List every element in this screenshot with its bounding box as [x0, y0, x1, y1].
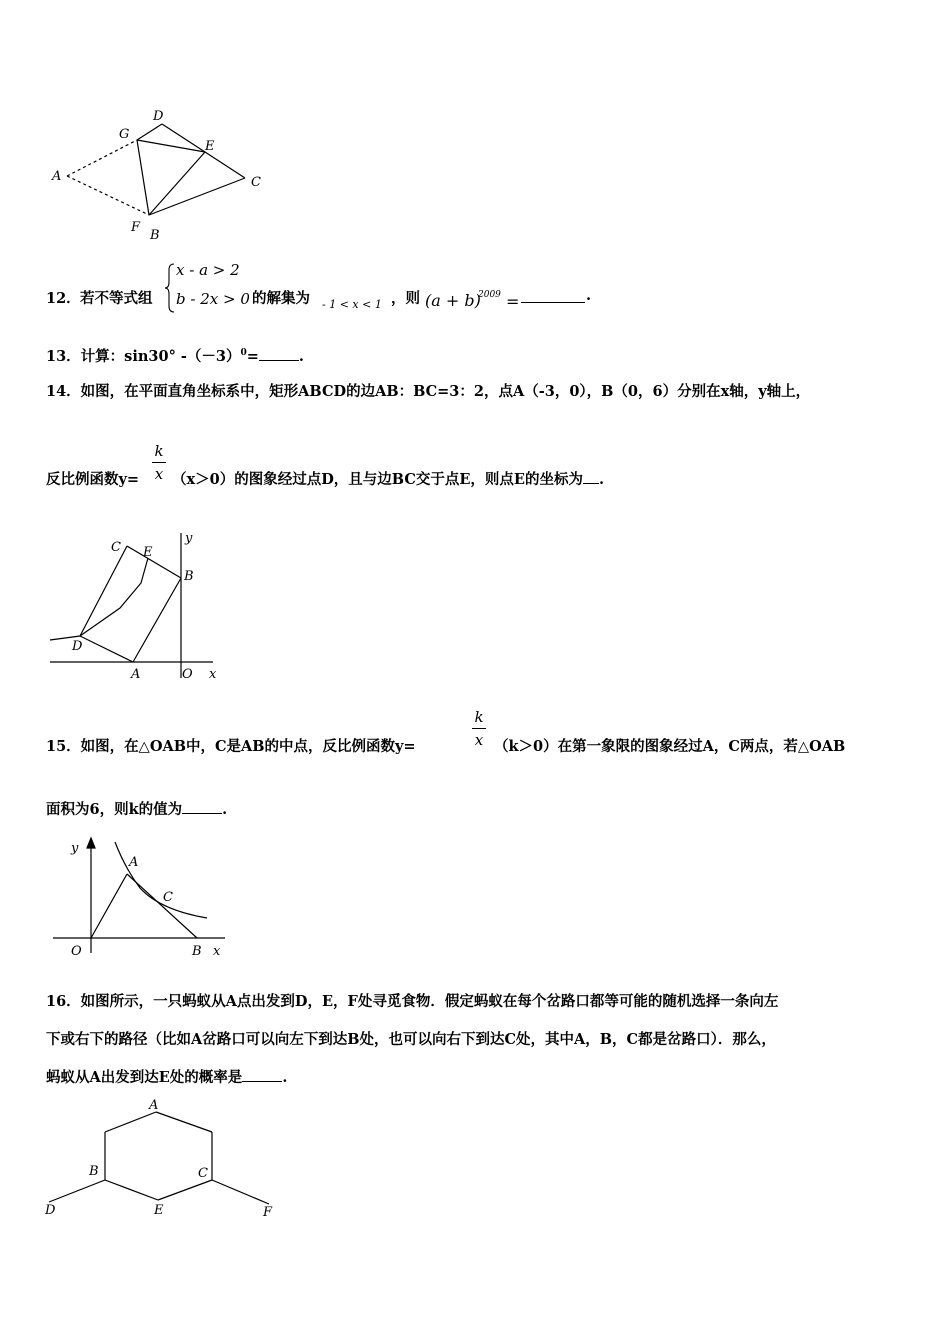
- q14-fraction: [152, 442, 166, 483]
- q12-range: - 1 < x < 1: [322, 298, 382, 311]
- q16-line1: 16．如图所示，一只蚂蚁从A点出发到D，E，F处寻觅食物．假定蚂蚁在每个岔路口都等可能的随机选择一条向左: [46, 993, 779, 1010]
- q13-stem: 13．计算：sin30° -（－3）: [46, 348, 241, 365]
- figure-q11: [45, 100, 275, 250]
- q13-answer-blank[interactable]: [259, 360, 299, 361]
- q14-frac-num: k: [154, 442, 164, 460]
- label-e: E: [205, 139, 215, 154]
- label-x: x: [209, 667, 217, 682]
- q15-line1a: 15．如图，在△OAB中，C是AB的中点，反比例函数y=: [46, 738, 416, 755]
- q12-exponent: 2009: [478, 290, 501, 300]
- label-d: D: [72, 639, 83, 654]
- q14-line2b: （x＞0）的图象经过点D，且与边BC交于点E，则点E的坐标为: [172, 471, 583, 488]
- label-c: C: [163, 890, 173, 905]
- q15-answer-blank[interactable]: [182, 813, 222, 814]
- label-y: y: [185, 531, 193, 546]
- q12-mid: 的解集为: [252, 290, 310, 307]
- fraction-bar: [472, 728, 486, 729]
- label-a: A: [52, 169, 62, 184]
- q13-superscript: 0: [240, 348, 247, 359]
- q12-equals: =: [506, 292, 520, 311]
- label-e: E: [154, 1203, 164, 1218]
- figure-q16: [45, 1095, 280, 1220]
- label-c: C: [251, 175, 261, 190]
- q14-line2a: 反比例函数y=: [46, 471, 140, 488]
- q15-end: .: [222, 801, 228, 818]
- q14-frac-den: x: [154, 465, 164, 483]
- q12-then: ，则: [391, 290, 420, 307]
- label-b: B: [89, 1164, 99, 1179]
- q15-frac-den: x: [474, 731, 484, 749]
- q12-answer-blank[interactable]: [521, 302, 585, 303]
- label-e: E: [143, 545, 153, 560]
- q14-line1: 14．如图，在平面直角坐标系中，矩形ABCD的边AB：BC=3：2，点A（-3，0），B（0，6）分别在x轴，y轴上，: [46, 383, 811, 400]
- fraction-bar: [152, 462, 166, 463]
- q12-expression: (a + b): [425, 291, 481, 310]
- q15-line1b: （k＞0）在第一象限的图象经过A，C两点，若△OAB: [494, 738, 846, 755]
- q13-tail: =: [246, 348, 259, 365]
- label-a: A: [131, 667, 141, 682]
- label-a: A: [129, 855, 139, 870]
- q15-line2-wrap: [46, 798, 227, 819]
- q13-text: [46, 345, 304, 366]
- label-b: B: [150, 228, 160, 243]
- label-d: D: [45, 1203, 56, 1218]
- label-c: C: [198, 1166, 208, 1181]
- q12-pre: 若不等式组: [80, 290, 153, 307]
- q13-end: .: [298, 348, 304, 365]
- figure-q14: [45, 528, 230, 688]
- label-f: F: [131, 220, 141, 235]
- label-a: A: [149, 1098, 159, 1113]
- q14-end: .: [598, 471, 605, 488]
- label-c: C: [111, 540, 121, 555]
- q12-inequality-2: b - 2x > 0: [176, 290, 250, 308]
- label-b: B: [192, 944, 202, 959]
- q15-line2: 面积为6，则k的值为: [46, 801, 183, 818]
- label-b: B: [184, 569, 194, 584]
- label-g: G: [119, 127, 130, 142]
- q12-end: .: [586, 287, 592, 304]
- label-d: D: [153, 109, 164, 124]
- q16-answer-blank[interactable]: [242, 1081, 282, 1082]
- q12-number: 12．: [46, 290, 81, 307]
- q14-answer-blank[interactable]: [583, 483, 599, 484]
- q16-line3: 蚂蚁从A出发到达E处的概率是: [46, 1069, 243, 1086]
- q16-line3-wrap: [46, 1066, 287, 1087]
- q14-line2: [46, 468, 139, 489]
- label-x: x: [213, 944, 221, 959]
- brace-icon: [164, 262, 176, 314]
- q15-frac-num: k: [474, 708, 484, 726]
- figure-q15: [45, 828, 235, 963]
- label-o: O: [71, 944, 82, 959]
- q14-line2b-wrap: [172, 468, 604, 489]
- label-o: O: [182, 667, 193, 682]
- label-y: y: [71, 841, 79, 856]
- q12-inequality-1: x - a > 2: [176, 261, 240, 279]
- q15-fraction: [472, 708, 486, 749]
- label-f: F: [263, 1205, 273, 1220]
- q16-line2: 下或右下的路径（比如A岔路口可以向左下到达B处，也可以向右下到达C处，其中A，B，C都是岔路口）．那么，: [46, 1031, 776, 1048]
- q16-end: .: [282, 1069, 288, 1086]
